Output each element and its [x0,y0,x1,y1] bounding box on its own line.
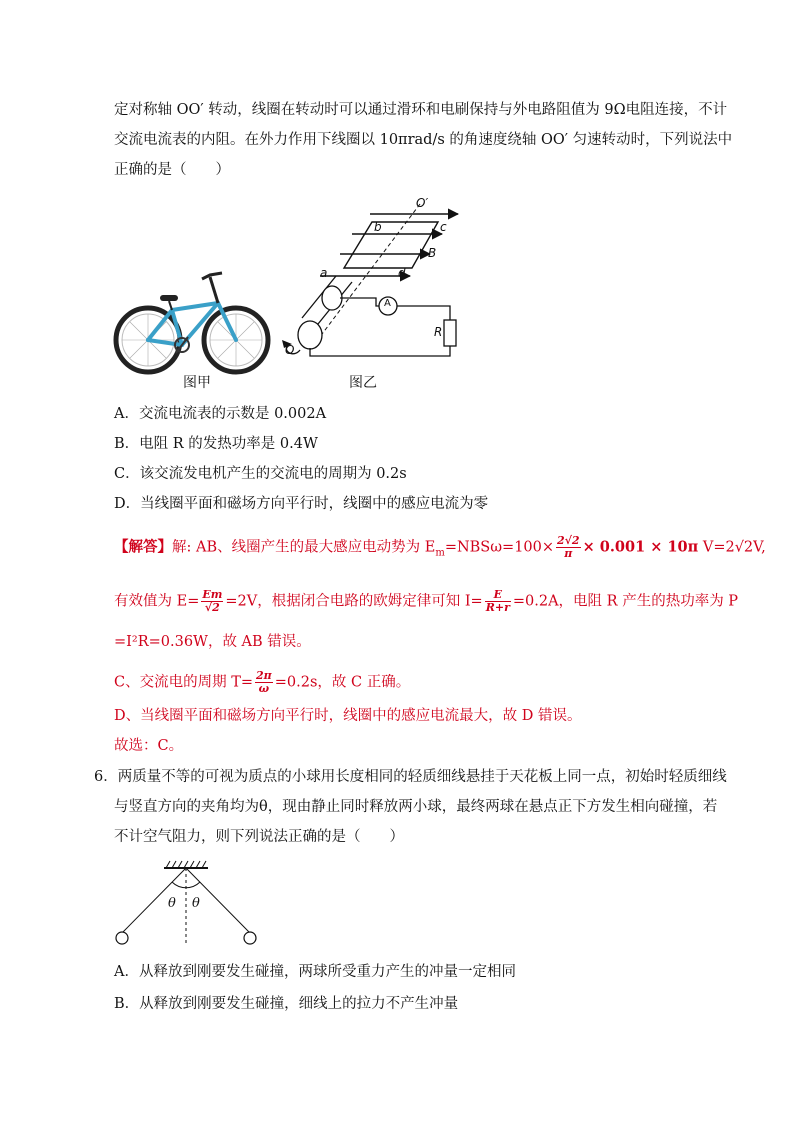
ammeter-label: A [384,298,391,309]
label-o-top: O′ [416,196,429,210]
intro-line-3: 正确的是（ ） [114,162,230,178]
label-c: c [440,220,447,234]
theta-right: θ [192,896,200,911]
label-R: R [434,325,443,339]
figure-caption-left: 图甲 [183,375,211,391]
generator-diagram [280,190,480,370]
q6-option-b: B．从释放到刚要发生碰撞，细线上的拉力不产生冲量 [114,996,459,1012]
solution-line-4: C、交流电的周期 T= $\frac{2\pi}{\omega}$ =0.2s，故 C 正确。 [114,669,411,695]
q5-option-d: D．当线圈平面和磁场方向平行时，线圈中的感应电流为零 [114,496,489,512]
solution-line-2: 有效值为 E= $\frac{Em}{√2}$ =2V，根据闭合电路的欧姆定律可知 I= $\frac{E}{R+r}$ =0.2A，电阻 R 产生的热功率为 P [114,588,739,614]
q6-stem-line-1: 6．两质量不等的可视为质点的小球用长度相同的轻质细线悬挂于天花板上同一点，初始时轻质细线 [94,769,727,785]
q5-option-b: B．电阻 R 的发热功率是 0.4W [114,436,318,452]
solution-line-6: 故选：C。 [114,738,184,754]
label-b: b [374,220,382,234]
solution-line-5: D、当线圈平面和磁场方向平行时，线圈中的感应电流最大，故 D 错误。 [114,708,582,724]
label-B: B [428,246,437,260]
solution-label: 【解答】 [114,538,172,556]
intro-line-2: 交流电流表的内阻。在外力作用下线圈以 10πrad/s 的角速度绕轴 OO′ 匀速转动时，下列说法中 [114,132,733,148]
label-a: a [320,266,328,280]
q6-stem-line-3: 不计空气阻力，则下列说法正确的是（ ） [114,829,404,845]
q6-option-a: A．从释放到刚要发生碰撞，两球所受重力产生的冲量一定相同 [114,964,516,980]
q6-stem-line-2: 与竖直方向的夹角均为θ，现由静止同时释放两小球，最终两球在悬点正下方发生相向碰撞，若 [114,799,718,815]
label-o-bottom: O [285,343,295,357]
intro-line-1: 定对称轴 OO′ 转动，线圈在转动时可以通过滑环和电刷保持与外电路阻值为 9Ω电阻连接，不计 [114,102,728,118]
figure-caption-right: 图乙 [349,375,377,391]
q5-option-c: C．该交流发电机产生的交流电的周期为 0.2s [114,466,407,482]
bicycle-figure [110,265,280,375]
label-d: d [398,266,406,280]
pendulum-diagram [110,860,270,950]
solution-line-3: =I²R=0.36W，故 AB 错误。 [114,634,311,650]
solution-line-1: 【解答】解: AB、线圈产生的最大感应电动势为 $E_m=NBS\omega=100\times$ $\frac{2√2}{\pi}$ × 0.001 × 10π V=2√2V, [114,534,766,560]
theta-left: θ [168,896,176,911]
q5-option-a: A．交流电流表的示数是 0.002A [114,406,327,422]
